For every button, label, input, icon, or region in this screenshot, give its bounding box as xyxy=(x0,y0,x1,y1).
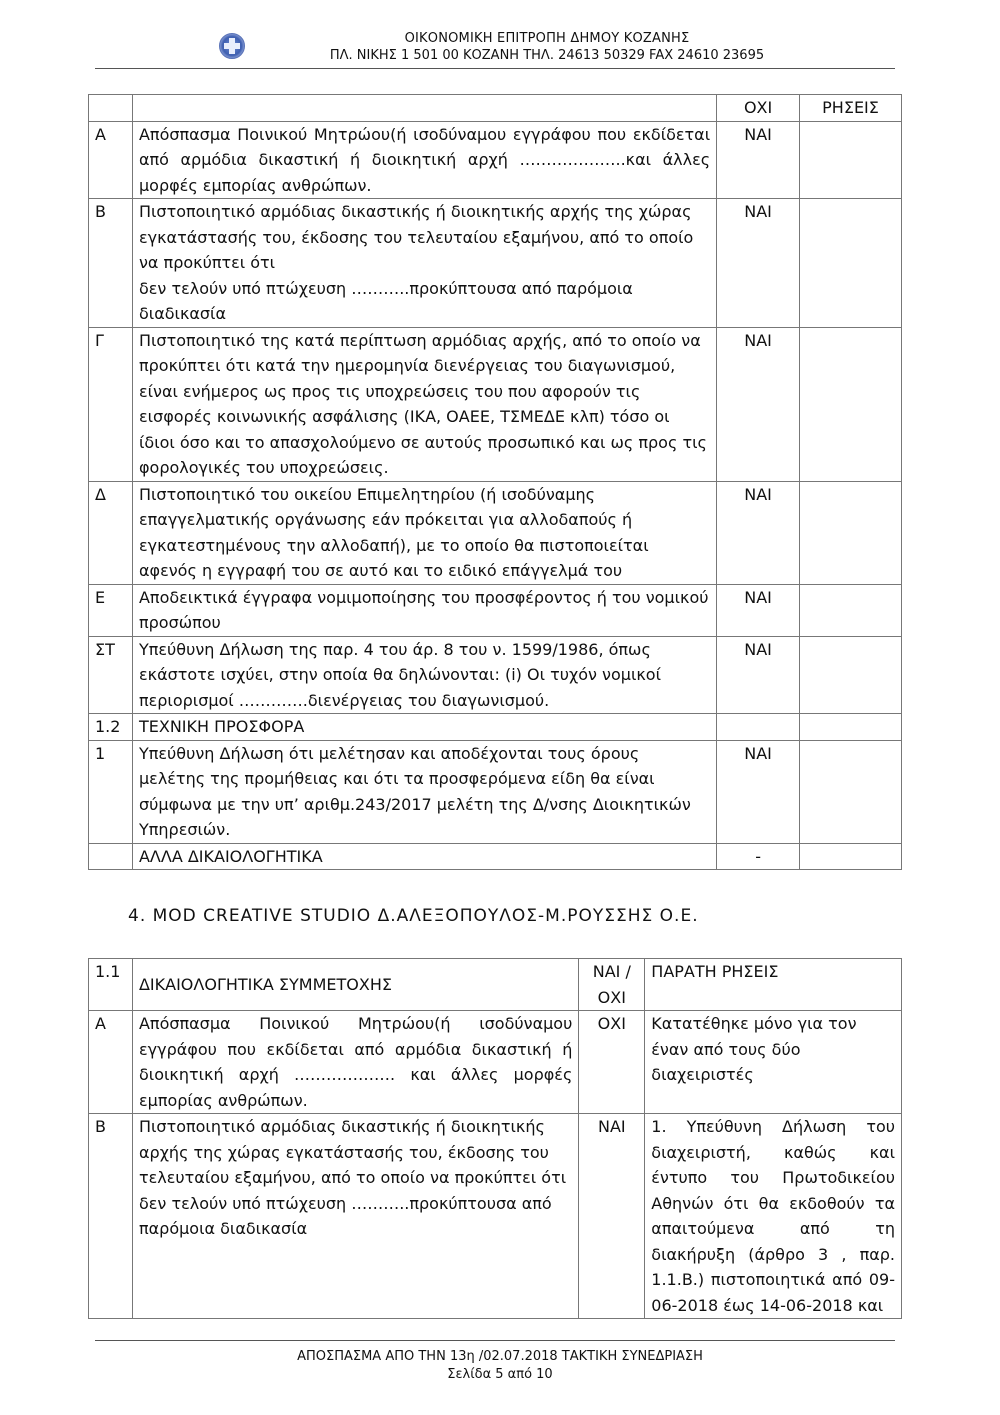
row-code: Β xyxy=(89,199,133,328)
row-code: 1.2 xyxy=(89,714,133,741)
letterhead xyxy=(0,30,1000,64)
row-answer: ΝΑΙ xyxy=(717,740,800,843)
row-answer: ΝΑΙ xyxy=(717,584,800,636)
row-description-line: δεν τελούν υπό πτώχευση ………..προκύπτουσα από παρόμοια διαδικασία xyxy=(138,1193,552,1238)
row-answer: ΝΑΙ xyxy=(717,327,800,481)
row-description: Πιστοποιητικό της κατά περίπτωση αρμόδιας αρχής, από το οποίο να προκύπτει ότι κατά την ημερομηνία διενέργειας του διαγωνισμού, είναι ενήμερος ως προς τις υποχρεώσεις του που αφορούν τις εισφορές κοινωνικής ασφάλισης (ΙΚΑ, ΟΑΕΕ, ΤΣΜΕΔΕ κλπ) τόσο οι ίδιοι όσο και το απασχολούμενο σε αυτούς προσωπικό και ως προς τις φορολογικές του υποχρεώσεις. xyxy=(132,327,716,481)
row-notes xyxy=(800,740,902,843)
row-code: Α xyxy=(89,121,133,199)
row-notes xyxy=(800,714,902,741)
row-description xyxy=(132,1114,578,1319)
row-description: ΑΛΛΑ ΔΙΚΑΙΟΛΟΓΗΤΙΚΑ xyxy=(132,843,716,870)
row-answer xyxy=(717,714,800,741)
row-code: Ε xyxy=(89,584,133,636)
table-header-row xyxy=(89,95,902,122)
row-description: Πιστοποιητικό του οικείου Επιμελητηρίου (ή ισοδύναμης επαγγελματικής οργάνωσης εάν πρόκειται για αλλοδαπούς ή εγκατεστημένους την αλλοδαπή), με το οποίο θα πιστοποιείται αφενός η εγγραφή του σε αυτό και το ειδικό επάγγελμά του xyxy=(132,481,716,584)
row-description: ΤΕΧΝΙΚΗ ΠΡΟΣΦΟΡΑ xyxy=(132,714,716,741)
row-notes xyxy=(800,584,902,636)
page-number: Σελίδα 5 από 10 xyxy=(447,1367,553,1382)
requirements-table-1 xyxy=(88,94,902,870)
row-description xyxy=(132,199,716,328)
table-header-row xyxy=(89,959,902,1011)
table-row xyxy=(89,1114,902,1319)
row-code: Β xyxy=(89,1114,133,1319)
header-cell-answer: ΟΧΙ xyxy=(717,95,800,122)
row-notes xyxy=(800,481,902,584)
table-row xyxy=(89,327,902,481)
table-row xyxy=(89,740,902,843)
header-cell xyxy=(89,95,133,122)
footer-title: ΑΠΟΣΠΑΣΜΑ ΑΠΟ ΤΗΝ 13η /02.07.2018 ΤΑΚΤΙΚΗ ΣΥΝΕΔΡΙΑΣΗ xyxy=(297,1349,703,1364)
section-heading: 4. MOD CREATIVE STUDIO Δ.ΑΛΕΞΟΠΟΥΛΟΣ-Μ.ΡΟΥΣΣΗΣ Ο.Ε. xyxy=(128,906,699,926)
row-code: Α xyxy=(89,1011,133,1114)
letterhead-address: ΠΛ. ΝΙΚΗΣ 1 501 00 ΚΟΖΑΝΗ ΤΗΛ. 24613 50329 FAX 24610 23695 xyxy=(329,48,765,63)
row-code: Γ xyxy=(89,327,133,481)
table-row xyxy=(89,121,902,199)
table-row xyxy=(89,199,902,328)
header-answer: ΝΑΙ / ΟΧΙ xyxy=(579,959,645,1011)
header-notes: ΠΑΡΑΤΗ ΡΗΣΕΙΣ xyxy=(645,959,902,1011)
letterhead-title: ΟΙΚΟΝΟΜΙΚΗ ΕΠΙΤΡΟΠΗ ΔΗΜΟΥ ΚΟΖΑΝΗΣ xyxy=(404,31,690,46)
row-description: Απόσπασμα Ποινικού Μητρώου(ή ισοδύναμου εγγράφου που εκδίδεται από αρμόδια δικαστική ή διοικητική αρχή ………………..και άλλες μορφές εμπορίας ανθρώπων. xyxy=(132,121,716,199)
row-answer: ΝΑΙ xyxy=(717,199,800,328)
row-answer: ΝΑΙ xyxy=(579,1114,645,1319)
row-notes: Κατατέθηκε μόνο για τον έναν από τους δύο διαχειριστές xyxy=(645,1011,902,1114)
row-code: ΣΤ xyxy=(89,636,133,714)
row-description-line: Πιστοποιητικό αρμόδιας δικαστικής ή διοικητικής αρχής της χώρας εγκατάστασής του, έκδοσης του τελευταίου εξαμήνου, από το οποίο να προκύπτει ότι xyxy=(138,1117,567,1187)
table-row xyxy=(89,843,902,870)
header-title: ΔΙΚΑΙΟΛΟΓΗΤΙΚΑ ΣΥΜΜΕΤΟΧΗΣ xyxy=(132,959,578,1011)
row-description-line: Πιστοποιητικό αρμόδιας δικαστικής ή διοικητικής αρχής της χώρας εγκατάστασής του, έκδοσης του τελευταίου εξαμήνου, από το οποίο να προκύπτει ότι xyxy=(138,202,694,272)
table-row xyxy=(89,584,902,636)
row-code: 1 xyxy=(89,740,133,843)
row-answer: - xyxy=(717,843,800,870)
page-footer xyxy=(0,1348,1000,1384)
row-notes xyxy=(800,843,902,870)
row-description: Υπεύθυνη Δήλωση ότι μελέτησαν και αποδέχονται τους όρους μελέτης της προμήθειας και ότι τα προσφερόμενα είδη θα είναι σύμφωνα με την υπ’ αριθμ.243/2017 μελέτη της Δ/νσης Διοικητικών Υπηρεσιών. xyxy=(132,740,716,843)
row-notes: 1. Υπεύθυνη Δήλωση του διαχειριστή, καθώς και έντυπο του Πρωτοδικείου Αθηνών ότι θα εκδοθούν τα απαιτούμενα από τη διακήρυξη (άρθρο 3 , παρ. 1.1.Β.) πιστοποιητικά από 09-06-2018 έως 14-06-2018 και xyxy=(645,1114,902,1319)
row-answer: ΝΑΙ xyxy=(717,121,800,199)
row-notes xyxy=(800,327,902,481)
table-row-section xyxy=(89,714,902,741)
row-notes xyxy=(800,636,902,714)
row-answer: ΝΑΙ xyxy=(717,481,800,584)
row-code: Δ xyxy=(89,481,133,584)
row-answer: ΟΧΙ xyxy=(579,1011,645,1114)
row-description-line: δεν τελούν υπό πτώχευση ………..προκύπτουσα από παρόμοια διαδικασία xyxy=(138,278,633,323)
requirements-table-2 xyxy=(88,958,902,1319)
table-row xyxy=(89,1011,902,1114)
row-notes xyxy=(800,199,902,328)
row-description: Αποδεικτικά έγγραφα νομιμοποίησης του προσφέροντος ή του νομικού προσώπου xyxy=(132,584,716,636)
row-code xyxy=(89,843,133,870)
table-row xyxy=(89,636,902,714)
row-notes xyxy=(800,121,902,199)
header-cell xyxy=(132,95,716,122)
row-description: Απόσπασμα Ποινικού Μητρώου(ή ισοδύναμου εγγράφου που εκδίδεται από αρμόδια δικαστική ή διοικητική αρχή ………………. και άλλες μορφές εμπορίας ανθρώπων. xyxy=(132,1011,578,1114)
table-row xyxy=(89,481,902,584)
footer-divider xyxy=(95,1340,895,1341)
header-cell-notes: ΡΗΣΕΙΣ xyxy=(800,95,902,122)
row-description: Υπεύθυνη Δήλωση της παρ. 4 του άρ. 8 του ν. 1599/1986, όπως εκάστοτε ισχύει, στην οποία θα δηλώνονται: (i) Οι τυχόν νομικοί περιορισμοί ………….διενέργειας του διαγωνισμού. xyxy=(132,636,716,714)
row-answer: ΝΑΙ xyxy=(717,636,800,714)
header-divider xyxy=(95,68,895,69)
header-code: 1.1 xyxy=(89,959,133,1011)
